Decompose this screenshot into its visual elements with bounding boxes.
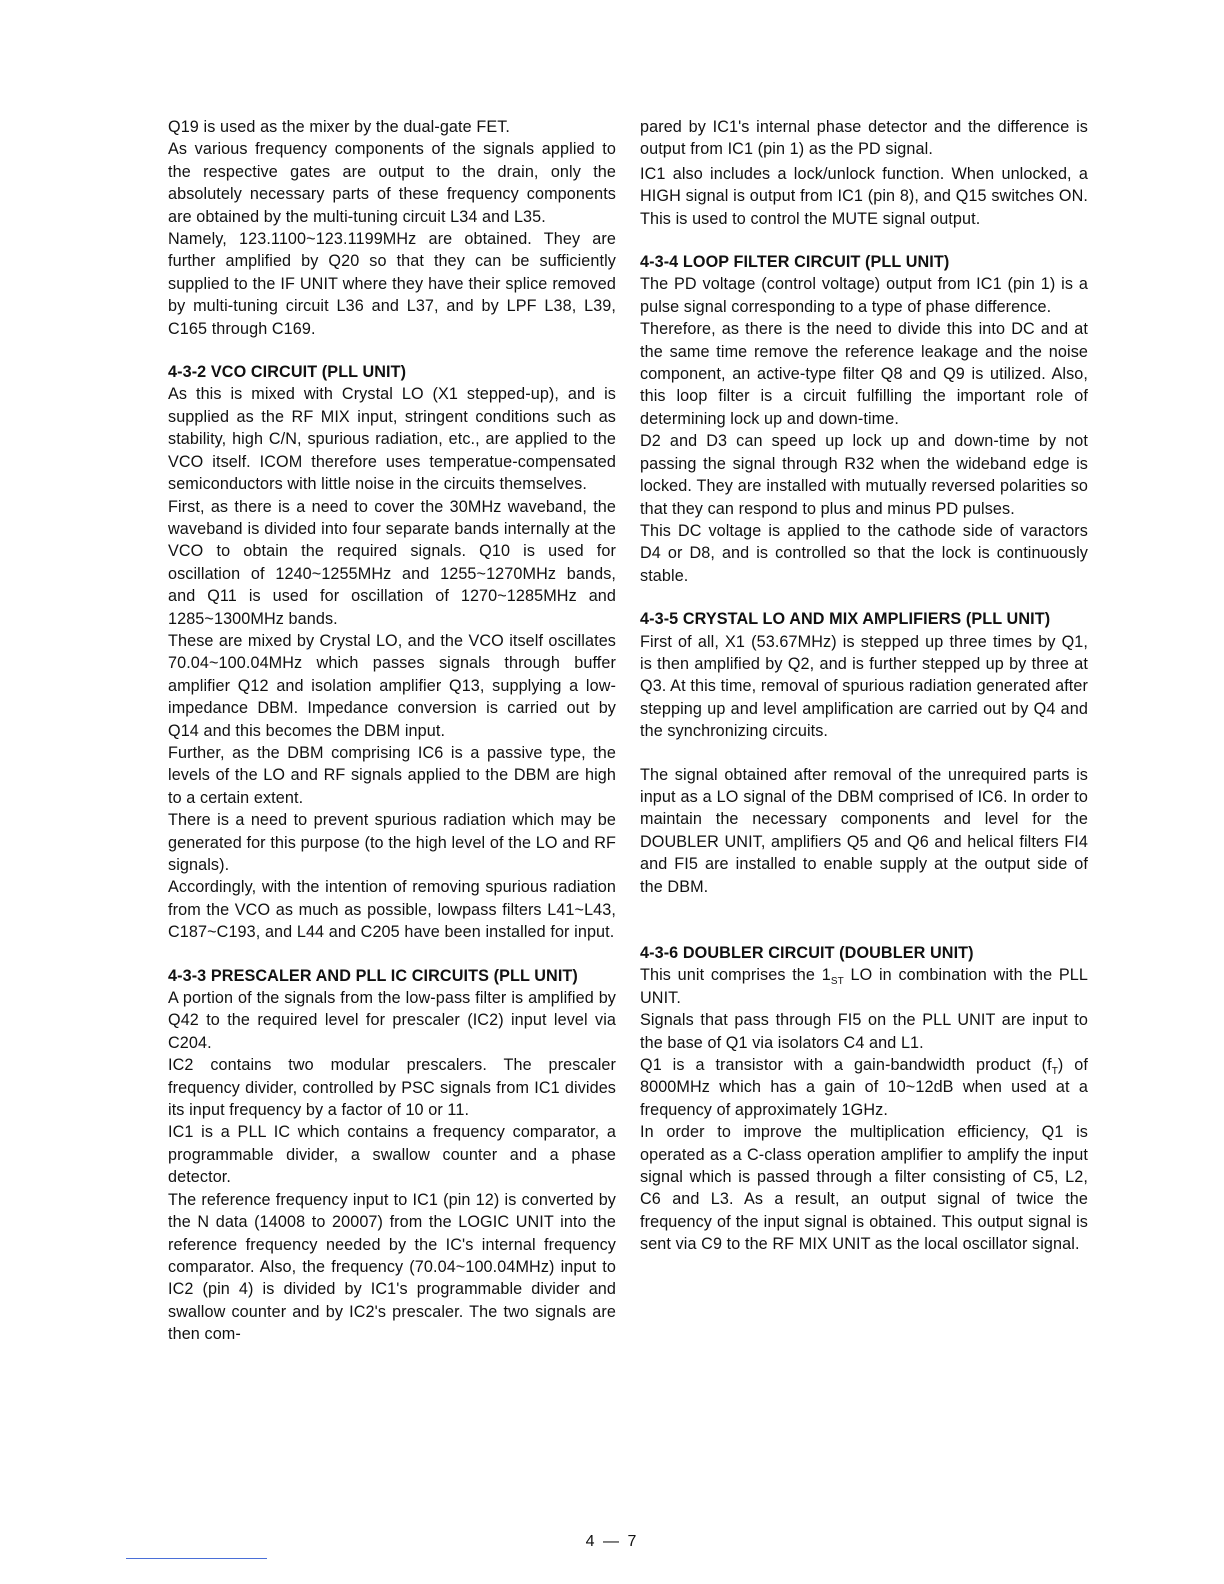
section-heading-4-3-2: 4-3-2 VCO CIRCUIT (PLL UNIT) [168, 363, 407, 382]
paragraph: The signal obtained after removal of the unrequired parts is input as a LO signal of the DBM comprised of IC6. In order to maintain the necessary components and level for the DOUBLER UNIT, amplifiers Q5 and Q6 and helical filters FI4 and FI5 are installed to enable supply at the output side of the DBM. [640, 765, 1088, 896]
paragraph: Q1 is a transistor with a gain-bandwidth product $(f_T)$ of 8000MHz which has a gain of 10~12dB when used at a frequency of approximately 1GHz. [640, 1056, 1088, 1119]
section-heading-4-3-6: 4-3-6 DOUBLER CIRCUIT (DOUBLER UNIT) [640, 944, 974, 962]
paragraph: Accordingly, with the intention of removing spurious radiation from the VCO as much as possible, lowpass filters L41~L43, C187~C193, and L44 and C205 have been installed for input. [168, 878, 616, 942]
paragraph: First, as there is a need to cover the 30MHz waveband, the waveband is divided into four separate bands internally at the VCO to obtain the required signals. Q10 is used for oscillation of 1240~1255MHz and 1255~1270MHz bands, and Q11 is used for oscillation of 1270~1285MHz and 1285~1300MHz bands. [168, 497, 616, 628]
paragraph: Namely, 123.1100~123.1199MHz are obtained. They are further amplified by Q20 so that they can be sufficiently supplied to the IF UNIT where they have their splice removed by multi-tuning circuit L36 and L37, and by LPF L38, L39, C165 through C169. [168, 230, 616, 338]
paragraph: Therefore, as there is the need to divide this into DC and at the same time remove the reference leakage and the noise component, an active-type filter Q8 and Q9 is utilized. Also, this loop filter is a circuit fulfilling the important role of determining lock up and down-time. [640, 320, 1088, 428]
paragraph: The PD voltage (control voltage) output from IC1 (pin 1) is a pulse signal corresponding to a type of phase difference. [640, 275, 1088, 316]
paragraph: These are mixed by Crystal LO, and the VCO itself oscillates 70.04~100.04MHz which passes signals through buffer amplifier Q12 and isolation amplifier Q13, supplying a low-impedance DBM. Impedance conversion is carried out by Q14 and this becomes the DBM input. [168, 631, 616, 740]
right-column [640, 116, 1088, 1256]
section-heading-4-3-4: 4-3-4 LOOP FILTER CIRCUIT (PLL UNIT) [640, 253, 950, 272]
paragraph: Q19 is used as the mixer by the dual-gate FET. [168, 118, 511, 136]
paragraph: There is a need to prevent spurious radiation which may be generated for this purpose (to the high level of the LO and RF signals). [168, 811, 616, 874]
paragraph: IC2 contains two modular prescalers. The prescaler frequency divider, controlled by PSC signals from IC1 divides its input frequency by a factor of 10 or 11. [168, 1056, 616, 1120]
paragraph: As various frequency components of the signals applied to the respective gates are output to the drain, only the absolutely necessary parts of these frequency components are obtained by the multi-tuning circuit L34 and L35. [168, 140, 616, 226]
left-column [168, 116, 616, 1346]
section-heading-4-3-3: 4-3-3 PRESCALER AND PLL IC CIRCUITS (PLL UNIT) [168, 966, 578, 985]
section-heading-4-3-5: 4-3-5 CRYSTAL LO AND MIX AMPLIFIERS (PLL UNIT) [640, 610, 1051, 629]
paragraph: IC1 also includes a lock/unlock function. When unlocked, a HIGH signal is output from IC1 (pin 8), and Q15 switches ON. This is used to control the MUTE signal output. [640, 164, 1088, 228]
paragraph: This DC voltage is applied to the cathode side of varactors D4 or D8, and is controlled so that the lock is continuously stable. [640, 521, 1088, 585]
paragraph: Signals that pass through FI5 on the PLL UNIT are input to the base of Q1 via isolators C4 and L1. [640, 1011, 1088, 1052]
paragraph: IC1 is a PLL IC which contains a frequency comparator, a programmable divider, a swallow counter and a phase detector. [168, 1123, 616, 1187]
paragraph: As this is mixed with Crystal LO (X1 stepped-up), and is supplied as the RF MIX input, stringent conditions such as stability, high C/N, spurious radiation, etc., are applied to the VCO itself. ICOM therefore uses temperatue-compensated semiconductors with little noise in the circuits themselves. [168, 385, 616, 494]
paragraph: pared by IC1's internal phase detector and the difference is output from IC1 (pin 1) as the PD signal. [640, 118, 1088, 159]
paragraph: In order to improve the multiplication efficiency, Q1 is operated as a C-class operation amplifier to amplify the input signal which is passed through a filter consisting of C5, L2, C6 and L3. As a result, an output signal of twice the frequency of the input signal is obtained. This output signal is sent via C9 to the RF MIX UNIT as the local oscillator signal. [640, 1123, 1088, 1254]
paragraph: First of all, X1 (53.67MHz) is stepped up three times by Q1, is then amplified by Q2, and is further stepped up by three at Q3. At this time, removal of spurious radiation generated after stepping up and level amplification are carried out by Q4 and the synchronizing circuits. [640, 632, 1088, 741]
footer-rule [126, 1558, 267, 1559]
paragraph: This unit comprises the $1_{ST}$ LO in combination with the PLL UNIT. [640, 966, 1089, 1007]
paragraph: The reference frequency input to IC1 (pin 12) is converted by the N data (14008 to 20007) from the LOGIC UNIT into the reference frequency needed by the IC's internal frequency comparator. Also, the frequency (70.04~100.04MHz) input to IC2 (pin 4) is divided by IC1's programmable divider and swallow counter and by IC2's prescaler. The two signals are then com- [168, 1190, 616, 1344]
page-number: 4 — 7 [585, 1533, 639, 1550]
paragraph: D2 and D3 can speed up lock up and down-time by not passing the signal through R32 when the wideband edge is locked. They are installed with mutually reversed polarities so that they can respond to plus and minus PD pulses. [640, 432, 1088, 518]
paragraph: A portion of the signals from the low-pass filter is amplified by Q42 to the required level for prescaler (IC2) input level via C204. [168, 989, 616, 1052]
paragraph: Further, as the DBM comprising IC6 is a passive type, the levels of the LO and RF signals applied to the DBM are high to a certain extent. [168, 743, 616, 807]
